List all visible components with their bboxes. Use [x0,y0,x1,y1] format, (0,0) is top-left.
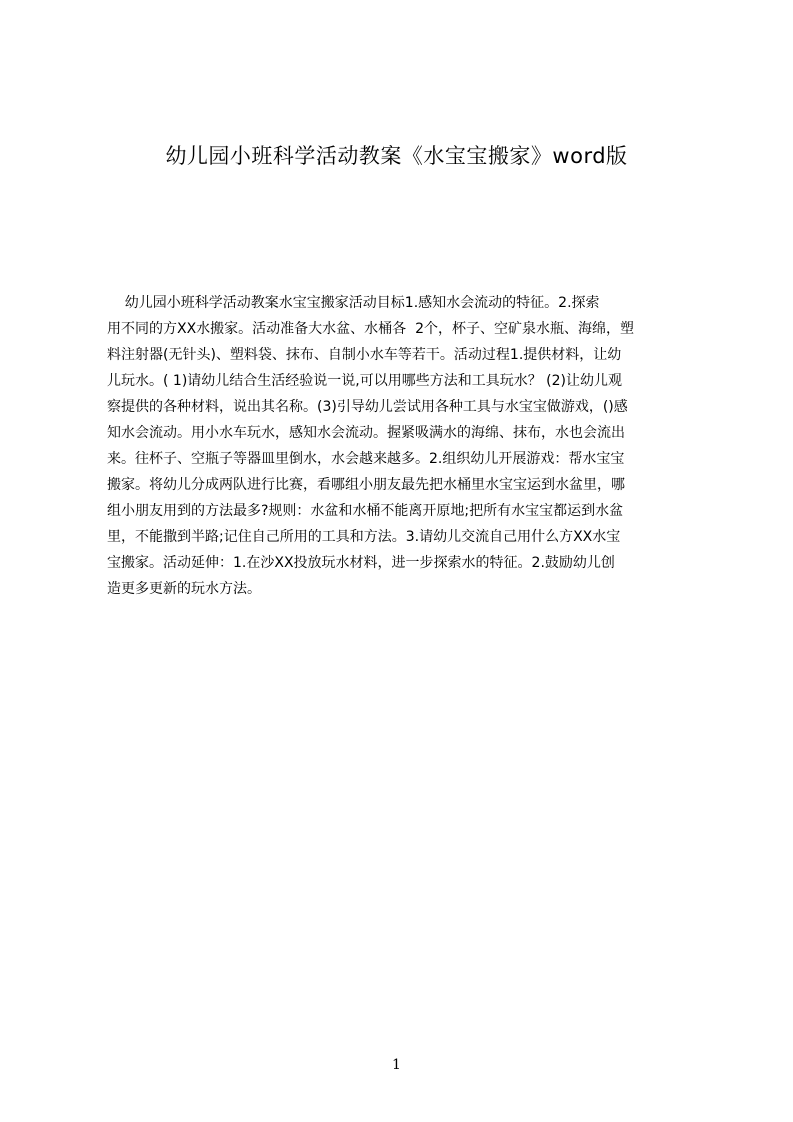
body-line: 料注射器(无针头)、塑料袋、抹布、自制小水车等若干。活动过程1.提供材料，让幼 [107,347,622,363]
document-body [107,290,697,602]
body-line: 知水会流动。用小水车玩水，感知水会流动。握紧吸满水的海绵、抹布，水也会流出 [107,425,625,441]
body-line: 搬家。将幼儿分成两队进行比赛，看哪组小朋友最先把水桶里水宝宝运到水盆里，哪 [107,477,625,493]
body-line: 造更多更新的玩水方法。 [107,581,261,597]
body-line: 幼儿园小班科学活动教案水宝宝搬家活动目标1.感知水会流动的特征。2.探索 [107,295,600,311]
body-line: 用不同的方XX水搬家。活动准备大水盆、水桶各 2个，杯子、空矿泉水瓶、海绵，塑 [107,321,634,337]
body-line: 来。往杯子、空瓶子等器皿里倒水，水会越来越多。2.组织幼儿开展游戏：帮水宝宝 [107,451,625,467]
document-title: 幼儿园小班科学活动教案《水宝宝搬家》word版 [165,144,628,168]
body-line: 察提供的各种材料，说出其名称。(3)引导幼儿尝试用各种工具与水宝宝做游戏，()感 [107,399,628,415]
body-line: 组小朋友用到的方法最多?规则：水盆和水桶不能离开原地;把所有水宝宝都运到水盆 [107,503,624,519]
body-line: 里，不能撒到半路;记住自己所用的工具和方法。3.请幼儿交流自己用什么方XX水宝 [107,529,621,545]
body-line: 儿玩水。( 1)请幼儿结合生活经验说一说,可以用哪些方法和工具玩水？ (2)让幼儿观 [107,373,623,389]
body-line: 宝搬家。活动延伸：1.在沙XX投放玩水材料，进一步探索水的特征。2.鼓励幼儿创 [107,555,615,571]
page-number: 1 [392,1057,401,1073]
